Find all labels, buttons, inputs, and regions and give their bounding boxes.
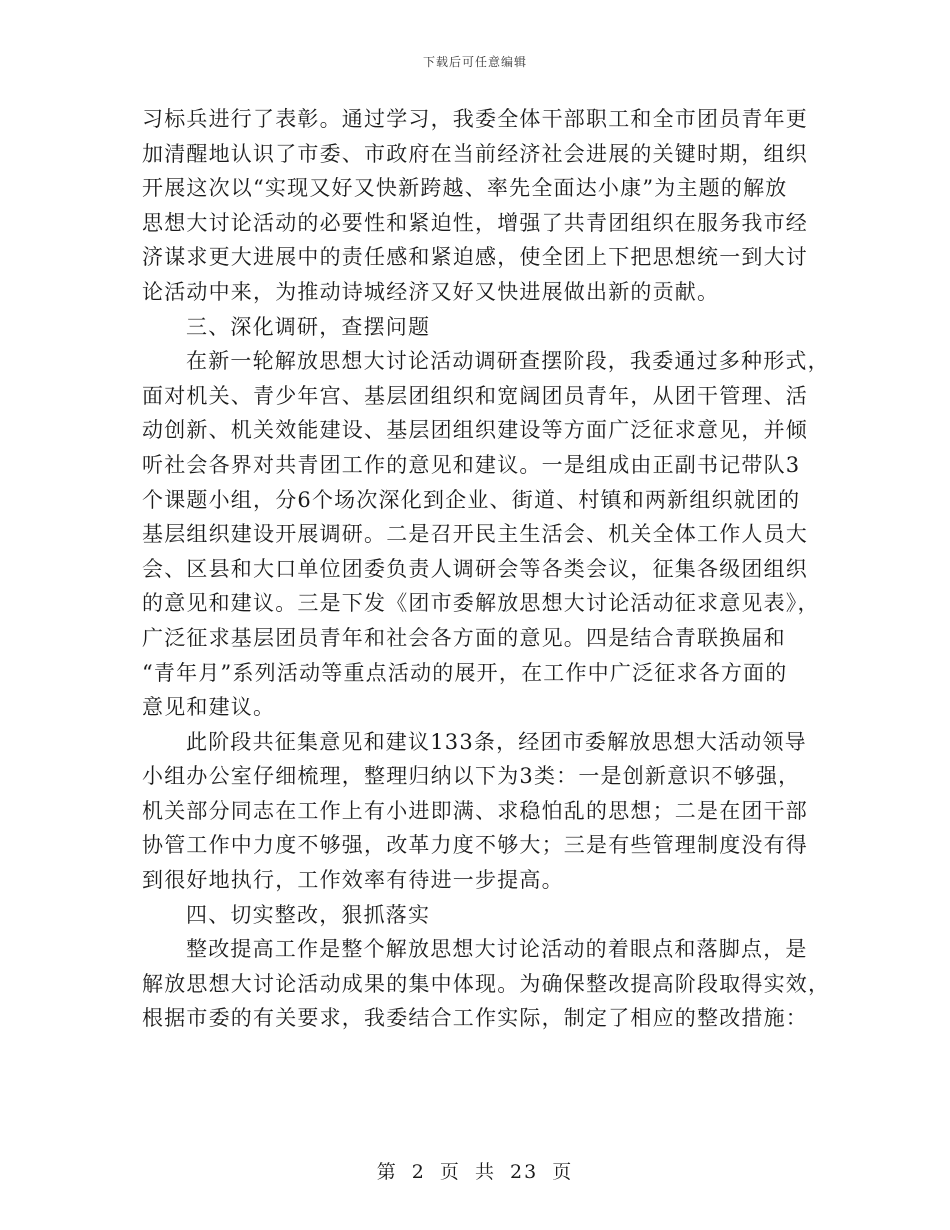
- text-line: 协管工作中力度不够强，改革力度不够大；三是有些管理制度没有得: [142, 833, 808, 858]
- page-number: 第 2 页 共 23 页: [376, 1161, 574, 1183]
- text-line: 小组办公室仔细梳理，整理归纳以下为3类：一是创新意识不够强，: [142, 764, 801, 789]
- text-line: 论活动中来，为推动诗城经济又好又快进展做出新的贡献。: [142, 279, 720, 304]
- text-line: “青年月”系列活动等重点活动的展开，在工作中广泛征求各方面的: [142, 660, 788, 685]
- text-line: 根据市委的有关要求，我委结合工作实际，制定了相应的整改措施：: [142, 1006, 808, 1031]
- paragraph-first-line: 此阶段共征集意见和建议133条，经团市委解放思想大活动领导: [186, 729, 807, 754]
- paragraph-first-line: 四、切实整改，狠抓落实: [186, 902, 431, 927]
- text-line: 思想大讨论活动的必要性和紧迫性，增强了共青团组织在服务我市经: [142, 210, 808, 235]
- text-line: 济谋求更大进展中的责任感和紧迫感，使全团上下把思想统一到大讨: [142, 245, 808, 270]
- text-line: 广泛征求基层团员青年和社会各方面的意见。四是结合青联换届和: [142, 625, 786, 650]
- text-line: 听社会各界对共青团工作的意见和建议。一是组成由正副书记带队3: [142, 452, 801, 477]
- paragraph-first-line: 三、深化调研，查摆问题: [186, 314, 431, 339]
- text-line: 个课题小组，分6个场次深化到企业、街道、村镇和两新组织就团的: [142, 487, 801, 512]
- page-header: 下载后可任意编辑: [422, 55, 527, 69]
- document-body: [142, 102, 831, 1036]
- text-line: 的意见和建议。三是下发《团市委解放思想大讨论活动征求意见表》，: [142, 591, 820, 616]
- text-line: 动创新、机关效能建设、基层团组织建设等方面广泛征求意见，并倾: [142, 418, 808, 443]
- text-line: 意见和建议。: [142, 695, 276, 720]
- text-line: 机关部分同志在工作上有小进即满、求稳怕乱的思想；二是在团干部: [142, 798, 808, 823]
- text-line: 解放思想大讨论活动成果的集中体现。为确保整改提高阶段取得实效，: [142, 971, 831, 996]
- text-line: 会、区县和大口单位团委负责人调研会等各类会议，征集各级团组织: [142, 556, 808, 581]
- paragraph-first-line: 在新一轮解放思想大讨论活动调研查摆阶段，我委通过多种形式，: [186, 349, 830, 374]
- text-line: 开展这次以“实现又好又快新跨越、率先全面达小康”为主题的解放: [142, 176, 788, 201]
- text-line: 基层组织建设开展调研。二是召开民主生活会、机关全体工作人员大: [142, 522, 808, 547]
- text-line: 加清醒地认识了市委、市政府在当前经济社会进展的关键时期，组织: [142, 141, 808, 166]
- text-line: 面对机关、青少年宫、基层团组织和宽阔团员青年，从团干管理、活: [142, 383, 808, 408]
- text-line: 习标兵进行了表彰。通过学习，我委全体干部职工和全市团员青年更: [142, 107, 808, 131]
- text-line: 到很好地执行，工作效率有待进一步提高。: [142, 868, 564, 893]
- paragraph-first-line: 整改提高工作是整个解放思想大讨论活动的着眼点和落脚点，是: [186, 937, 808, 962]
